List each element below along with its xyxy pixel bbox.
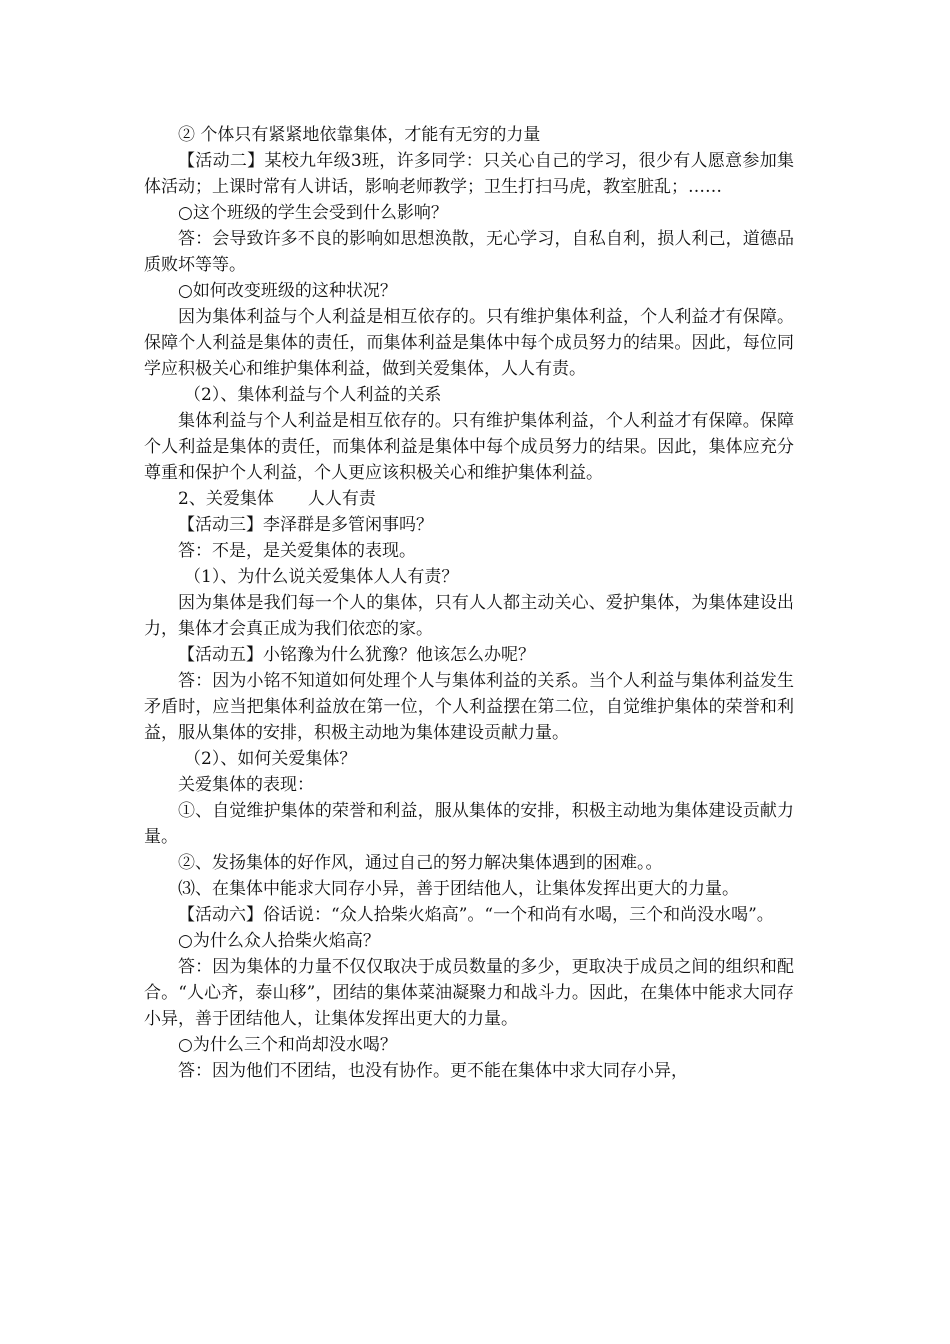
paragraph: 【活动五】小铭豫为什么犹豫？他该怎么办呢？ <box>178 645 535 665</box>
paragraph: 答：会导致许多不良的影响如思想涣散，无心学习，自私自利，损人利己，道德品质败坏等等。 <box>144 229 794 275</box>
section-heading: （1）、为什么说关爱集体人人有责？ <box>184 567 459 587</box>
paragraph: 【活动二】某校九年级3班，许多同学：只关心自己的学习，很少有人愿意参加集体活动；上课时常有人讲话，影响老师教学；卫生打扫马虎，教室脏乱；…… <box>144 151 794 197</box>
paragraph: 答：因为小铭不知道如何处理个人与集体利益的关系。当个人利益与集体利益发生矛盾时，应当把集体利益放在第一位，个人利益摆在第二位，自觉维护集体的荣誉和利益，服从集体的安排，积极主动地为集体建设贡献力量。 <box>144 671 794 743</box>
paragraph: 【活动六】俗话说：“众人拾柴火焰高”。“一个和尚有水喝，三个和尚没水喝”。 <box>178 905 774 925</box>
paragraph: 关爱集体的表现： <box>178 775 314 795</box>
paragraph: 答：因为他们不团结，也没有协作。更不能在集体中求大同存小异， <box>178 1061 688 1081</box>
paragraph: ○如何改变班级的这种状况？ <box>178 281 397 301</box>
section-heading: 2、关爱集体 人人有责 <box>178 489 376 509</box>
paragraph: 【活动三】李泽群是多管闲事吗？ <box>178 515 433 535</box>
section-heading: （2）、如何关爱集体？ <box>184 749 357 769</box>
paragraph: ② 个体只有紧紧地依靠集体，才能有无穷的力量 <box>178 125 541 145</box>
paragraph: ○这个班级的学生会受到什么影响？ <box>178 203 448 223</box>
list-item: ②、发扬集体的好作风，通过自己的努力解决集体遇到的困难。。 <box>178 853 663 873</box>
paragraph: 集体利益与个人利益是相互依存的。只有维护集体利益，个人利益才有保障。保障个人利益是集体的责任，而集体利益是集体中每个成员努力的结果。因此，集体应充分尊重和保护个人利益，个人更应该积极关心和维护集体利益。 <box>144 411 794 483</box>
list-item: ①、自觉维护集体的荣誉和利益，服从集体的安排，积极主动地为集体建设贡献力量。 <box>144 801 794 847</box>
list-item: ⑶、在集体中能求大同存小异，善于团结他人，让集体发挥出更大的力量。 <box>178 879 739 899</box>
paragraph: ○为什么三个和尚却没水喝？ <box>178 1035 397 1055</box>
section-heading: （2）、集体利益与个人利益的关系 <box>184 385 442 405</box>
document-body <box>144 122 794 1084</box>
paragraph: 因为集体利益与个人利益是相互依存的。只有维护集体利益，个人利益才有保障。保障个人利益是集体的责任，而集体利益是集体中每个成员努力的结果。因此，每位同学应积极关心和维护集体利益，做到关爱集体，人人有责。 <box>144 307 794 379</box>
paragraph: 因为集体是我们每一个人的集体，只有人人都主动关心、爱护集体，为集体建设出力，集体才会真正成为我们依恋的家。 <box>144 593 794 639</box>
paragraph: 答：因为集体的力量不仅仅取决于成员数量的多少，更取决于成员之间的组织和配合。“人心齐，泰山移”，团结的集体菜油凝聚力和战斗力。因此，在集体中能求大同存小异，善于团结他人，让集体发挥出更大的力量。 <box>144 957 794 1029</box>
paragraph: ○为什么众人拾柴火焰高？ <box>178 931 380 951</box>
paragraph: 答：不是，是关爱集体的表现。 <box>178 541 416 561</box>
